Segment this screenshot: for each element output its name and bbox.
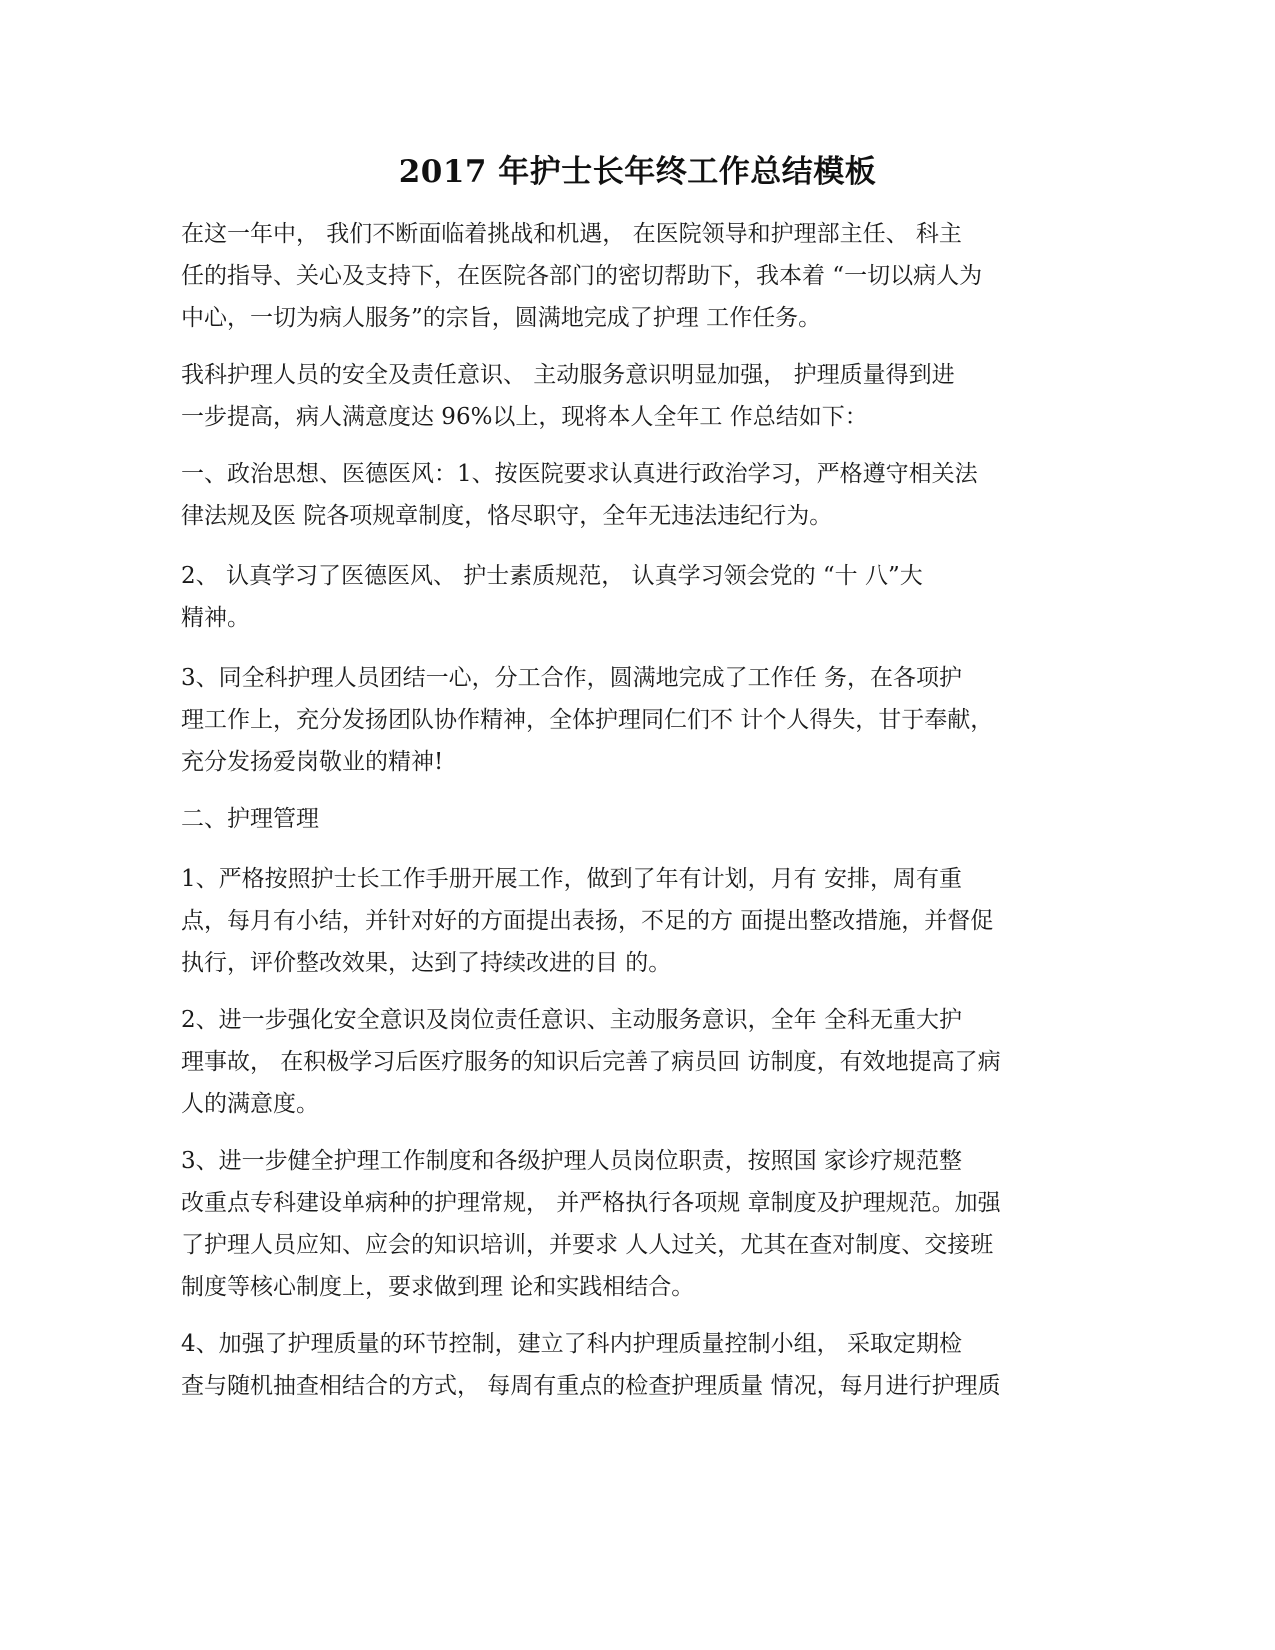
paragraph-line: 了护理人员应知、应会的知识培训，并要求 人人过关，尤其在查对制度、交接班: [181, 1232, 994, 1258]
paragraph-line: 二、护理管理: [181, 806, 319, 832]
paragraph-management-4: [181, 1323, 1061, 1407]
paragraph-line: 改重点专科建设单病种的护理常规， 并严格执行各项规 章制度及护理规范。加强: [181, 1190, 1001, 1216]
paragraph-line: 执行，评价整改效果，达到了持续改进的目 的。: [181, 950, 672, 976]
paragraph-line: 2、进一步强化安全意识及岗位责任意识、主动服务意识，全年 全科无重大护: [181, 1007, 962, 1033]
paragraph-line: 点，每月有小结，并针对好的方面提出表扬，不足的方 面提出整改措施，并督促: [181, 908, 994, 934]
paragraph-line: 一步提高，病人满意度达 96%以上，现将本人全年工 作总结如下：: [181, 404, 868, 430]
paragraph-line: 律法规及医 院各项规章制度，恪尽职守，全年无违法违纪行为。: [181, 503, 833, 529]
paragraph-line: 查与随机抽查相结合的方式， 每周有重点的检查护理质量 情况，每月进行护理质: [181, 1373, 1001, 1399]
paragraph-line: 任的指导、关心及支持下，在医院各部门的密切帮助下，我本着 “一切以病人为: [181, 263, 983, 289]
paragraph-ethics: [181, 555, 1061, 639]
paragraph-line: 3、进一步健全护理工作制度和各级护理人员岗位职责，按照国 家诊疗规范整: [181, 1148, 962, 1174]
paragraph-politics: [181, 453, 1061, 537]
paragraph-line: 3、同全科护理人员团结一心，分工合作，圆满地完成了工作任 务，在各项护: [181, 665, 962, 691]
paragraph-line: 一、政治思想、医德医风：1、按医院要求认真进行政治学习，严格遵守相关法: [181, 461, 978, 487]
paragraph-line: 充分发扬爱岗敬业的精神!: [181, 749, 444, 775]
paragraph-intro: [181, 213, 1061, 339]
paragraph-line: 制度等核心制度上，要求做到理 论和实践相结合。: [181, 1274, 695, 1300]
paragraph-line: 中心，一切为病人服务”的宗旨，圆满地完成了护理 工作任务。: [181, 305, 822, 331]
paragraph-line: 理事故， 在积极学习后医疗服务的知识后完善了病员回 访制度，有效地提高了病: [181, 1049, 1001, 1075]
paragraph-summary: [181, 354, 1061, 438]
section-heading-nursing-management: [181, 798, 1061, 840]
paragraph-line: 我科护理人员的安全及责任意识、 主动服务意识明显加强， 护理质量得到进: [181, 362, 955, 388]
paragraph-line: 1、严格按照护士长工作手册开展工作，做到了年有计划，月有 安排，周有重: [181, 866, 962, 892]
paragraph-line: 理工作上，充分发扬团队协作精神，全体护理同仁们不 计个人得失，甘于奉献，: [181, 707, 994, 733]
paragraph-line: 2、 认真学习了医德医风、 护士素质规范， 认真学习领会党的 “十 八”大: [181, 563, 923, 589]
paragraph-teamwork: [181, 657, 1061, 783]
document-title: 2017 年护士长年终工作总结模板: [398, 154, 877, 190]
paragraph-line: 4、加强了护理质量的环节控制，建立了科内护理质量控制小组， 采取定期检: [181, 1331, 962, 1357]
paragraph-line: 人的满意度。: [181, 1091, 319, 1117]
paragraph-line: 精神。: [181, 605, 250, 631]
paragraph-management-3: [181, 1140, 1061, 1308]
paragraph-management-1: [181, 858, 1061, 984]
paragraph-management-2: [181, 999, 1061, 1125]
paragraph-line: 在这一年中， 我们不断面临着挑战和机遇， 在医院领导和护理部主任、 科主: [181, 221, 962, 247]
